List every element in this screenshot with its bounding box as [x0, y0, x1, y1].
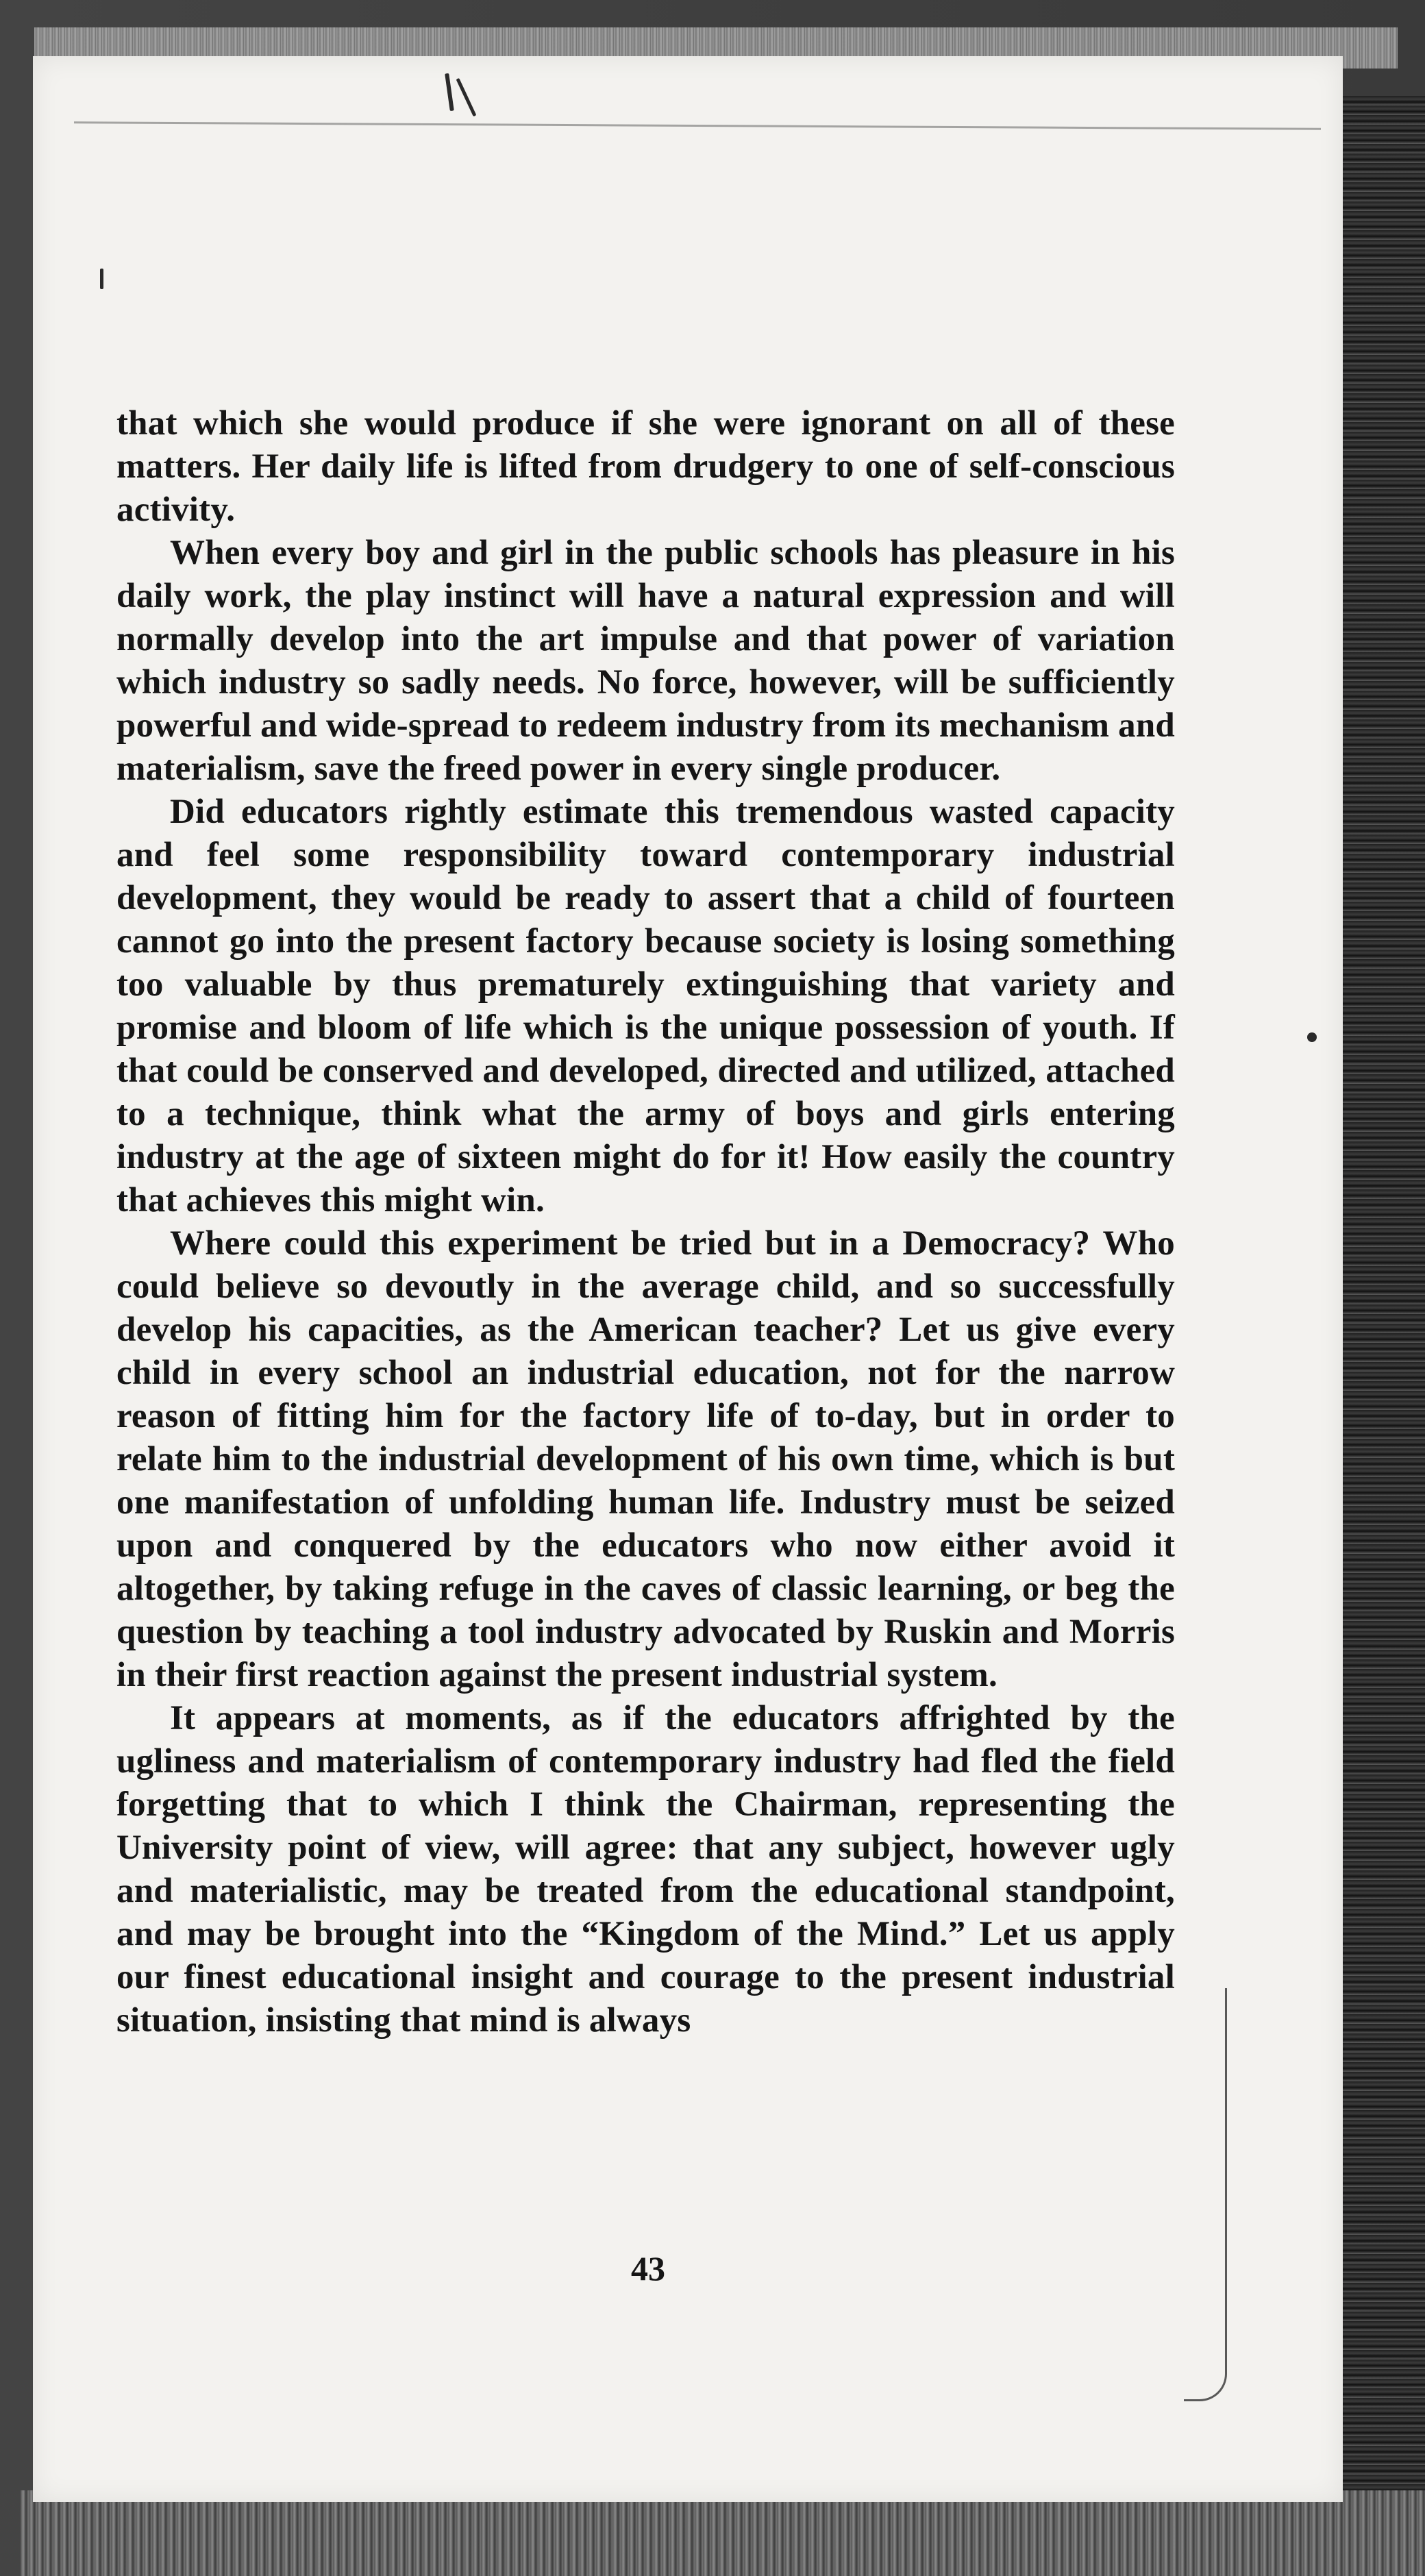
pencil-mark: [456, 78, 477, 116]
paragraph: Where could this experiment be tried but in a Democracy? Who could believe so devoutly in the average child, and so successfully develop his capacities, as the American teacher? Let us give every child in every school an industrial education, not for the narrow reason of fitting him for the factory life of to-day, but in order to relate him to the industrial development of his own time, which is but one manifestation of unfolding human life. Industry must be seized upon and conquered by the educators who now either avoid it altogether, by taking refuge in the caves of classic learning, or beg the question by teaching a tool industry advocated by Ruskin and Morris in their first reaction against the present industrial system.: [116, 1224, 1175, 1694]
paragraph: It appears at moments, as if the educators affrighted by the ugliness and materialism of contemporary industry had fled the field forgetting that to which I think the Chairman, representing the University point of view, will agree: that any subject, however ugly and materialistic, may be treated from the educational standpoint, and may be brought into the “Kingdom of the Mind.” Let us apply our finest educational insight and courage to the present industrial situation, insisting that mind is always: [116, 1699, 1175, 2040]
margin-bracket-mark: [1184, 1988, 1227, 2401]
ink-dot: [1307, 1032, 1317, 1042]
binding-rule-line: [74, 121, 1321, 130]
scan-bottom-edge: [21, 2490, 1425, 2576]
book-page: [33, 56, 1343, 2502]
paragraph: Did educators rightly estimate this tremendous wasted capacity and feel some responsibility toward contemporary industrial development, they would be ready to assert that a child of fourteen cannot go into the present factory because society is losing something too valuable by thus prematurely extinguishing that variety and promise and bloom of life which is the unique possession of youth. If that could be conserved and developed, directed and utilized, attached to a technique, think what the army of boys and girls entering industry at the age of sixteen might do for it! How easily the country that achieves this might win.: [116, 793, 1175, 1219]
paragraph: that which she would produce if she were ignorant on all of these matters. Her daily life is lifted from drudgery to one of self-conscious activity.: [116, 404, 1175, 529]
body-text: [116, 402, 1175, 2042]
pencil-mark: [445, 73, 454, 111]
page-number: 43: [631, 2249, 665, 2288]
paragraph: When every boy and girl in the public schools has pleasure in his daily work, the play instinct will have a natural expression and will normally develop into the art impulse and that power of variation which industry so sadly needs. No force, however, will be sufficiently powerful and wide-spread to redeem industry from its mechanism and materialism, save the freed power in every single producer.: [116, 534, 1175, 788]
scan-right-edge: [1333, 96, 1425, 2535]
pencil-mark: [100, 269, 103, 289]
